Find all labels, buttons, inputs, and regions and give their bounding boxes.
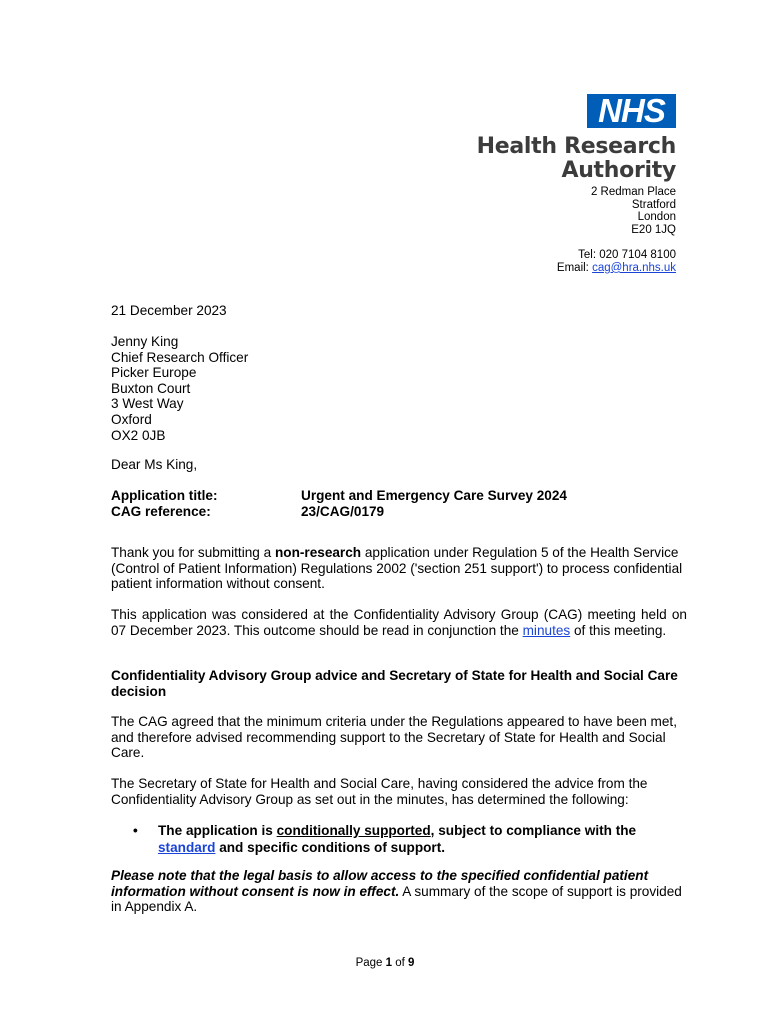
bullet-text	[158, 823, 693, 856]
text-run: A summary of the scope of support is provided in Appendix A.	[111, 883, 682, 915]
bullet-icon: •	[133, 823, 138, 838]
paragraph-submission	[111, 545, 687, 592]
application-title-label: Application title:	[111, 488, 218, 503]
paragraph-decision: The Secretary of State for Health and Social Care, having considered the advice from the Confidentiality Advisory Group as set out in the minutes, has determined the following:	[111, 776, 648, 807]
page-number: 1	[385, 957, 393, 969]
recipient-city: Oxford	[111, 411, 152, 427]
recipient-org: Picker Europe	[111, 365, 197, 381]
recipient-address	[111, 334, 687, 443]
minutes-link[interactable]: minutes	[522, 622, 571, 638]
salutation: Dear Ms King,	[111, 457, 198, 472]
cag-reference-row	[111, 504, 567, 520]
page-footer	[0, 957, 770, 969]
application-title-value: Urgent and Emergency Care Survey 2024	[301, 488, 567, 503]
address-line: E20 1JQ	[631, 224, 676, 237]
text-run: of this meeting.	[570, 622, 667, 638]
organisation-name	[477, 135, 676, 183]
section-heading: Confidentiality Advisory Group advice and Secretary of State for Health and Social Care decision	[111, 668, 678, 699]
recipient-addr2: 3 West Way	[111, 396, 184, 412]
address-line: Stratford	[631, 198, 676, 211]
nhs-logo: NHS	[587, 94, 676, 128]
telephone: Tel: 020 7104 8100	[578, 249, 676, 261]
email-line	[557, 262, 676, 275]
non-research-emphasis: non-research	[274, 545, 362, 560]
recipient-addr1: Buxton Court	[111, 380, 191, 396]
application-details	[111, 488, 567, 519]
paragraph-meeting	[111, 607, 687, 638]
letter-date: 21 December 2023	[111, 303, 227, 318]
page-total: 9	[408, 957, 415, 969]
email-link[interactable]: cag@hra.nhs.uk	[592, 261, 676, 274]
conditionally-supported-text: conditionally supported	[276, 823, 431, 838]
cag-reference-value: 23/CAG/0179	[301, 503, 385, 519]
cag-reference-label: CAG reference:	[111, 503, 211, 519]
text-run: The application is	[158, 823, 277, 838]
legal-basis-note: Please note that the legal basis to allow access to the specified confidential patient information without consent is now in effect.	[111, 868, 649, 899]
text-run: , subject to compliance with the	[430, 823, 637, 838]
text-run: Thank you for submitting a	[111, 545, 275, 560]
paragraph-legal-basis	[111, 868, 687, 915]
standard-conditions-link[interactable]: standard	[158, 839, 216, 855]
text-run: This application was considered at the Confidentiality Advisory Group (CAG) meeting held on 07 December 2023. This outcome should be read in conjunction the	[111, 607, 687, 638]
page-label: Page	[355, 957, 386, 969]
org-name-line2: Authority	[561, 158, 676, 183]
page-of: of	[392, 957, 409, 969]
sender-contact	[557, 249, 676, 274]
recipient-title: Chief Research Officer	[111, 349, 249, 365]
address-line: 2 Redman Place	[590, 186, 676, 198]
application-title-row	[111, 488, 567, 504]
recipient-name: Jenny King	[111, 334, 179, 349]
text-run: and specific conditions of support.	[215, 839, 446, 855]
address-line: London	[637, 211, 676, 224]
org-name-line1: Health Research	[476, 134, 676, 159]
recipient-postcode: OX2 0JB	[111, 427, 166, 443]
text-run: application under Regulation 5 of the Health Service (Control of Patient Information) Regulations 2002 ('section 251 support') to process confidential patient information without consent.	[111, 545, 683, 592]
email-label: Email:	[556, 261, 593, 274]
paragraph-cag-advice: The CAG agreed that the minimum criteria under the Regulations appeared to have been met, and therefore advised recommending support to the Secretary of State for Health and Social Care.	[111, 714, 677, 761]
sender-address	[591, 186, 676, 237]
decision-bullet	[133, 823, 693, 856]
